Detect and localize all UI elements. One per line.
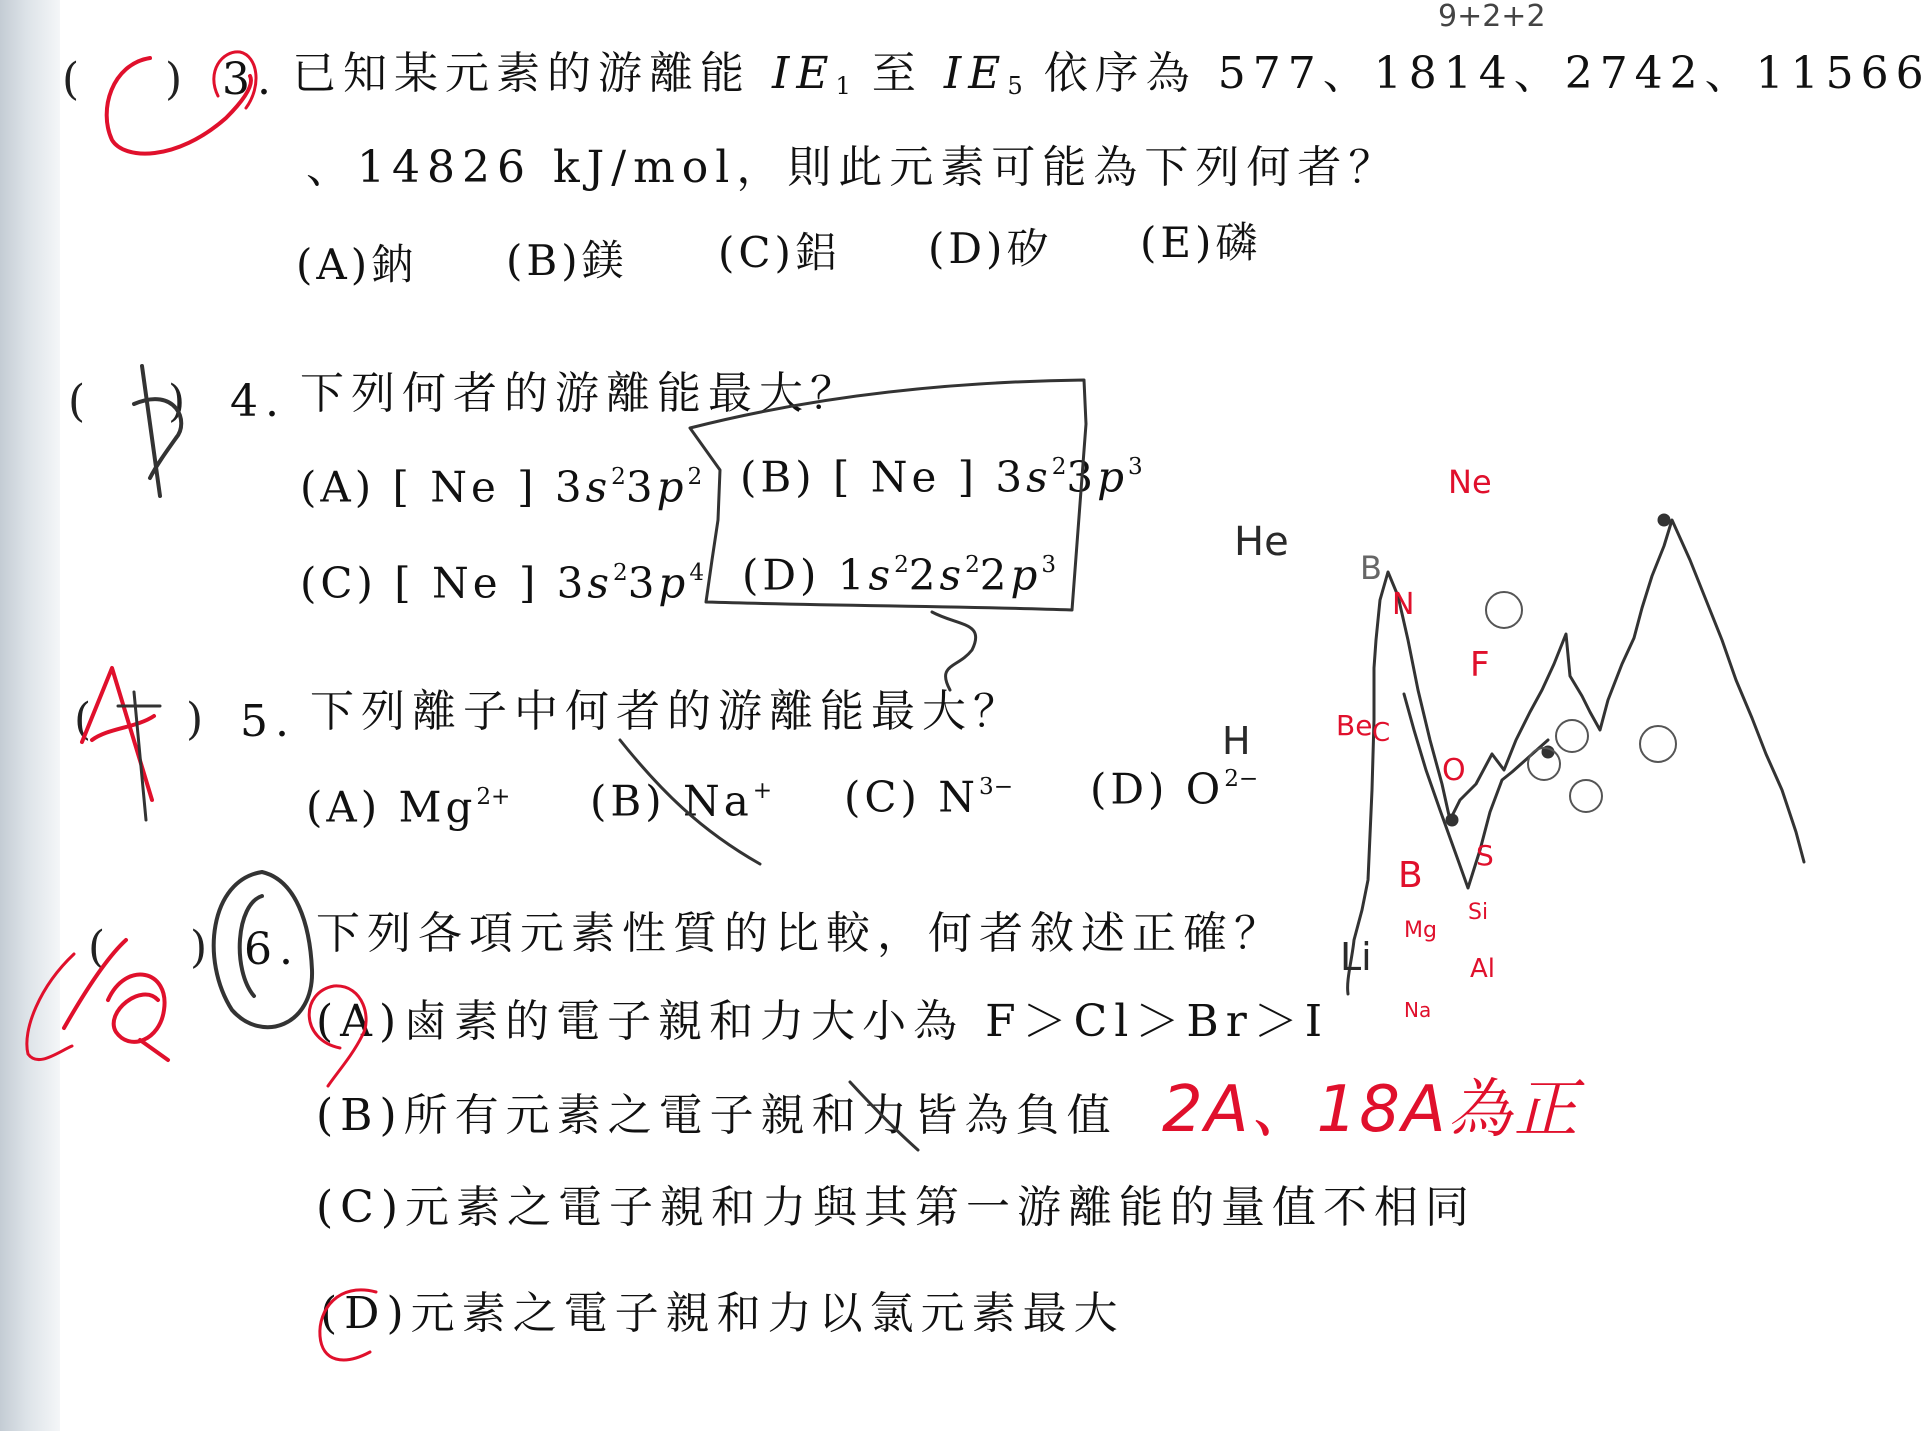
q4-b-s: s: [1026, 452, 1052, 502]
q6-option-d-circle: [320, 1290, 376, 1360]
q4-handwritten-answer: [140, 370, 142, 372]
q4-a-s: s: [585, 462, 612, 512]
sketch-label-na: Na: [1404, 998, 1432, 1022]
q4-d-e2: 2: [965, 552, 980, 578]
q6-handwritten-answer: [60, 940, 63, 942]
ie-sketch-node: [1446, 814, 1458, 826]
ie-sketch-ring: [1486, 592, 1522, 628]
q3-answer-paren-close: ): [165, 54, 183, 105]
q6-answer-scribble: [64, 940, 168, 1060]
q4-a-pre: (A) [ Ne ] 3: [300, 462, 586, 512]
q4-box-outline: [687, 380, 1086, 610]
q3-handwritten-answer: [110, 40, 111, 42]
q4-box-tail: [932, 612, 976, 690]
q4-d-e1: 2: [894, 552, 909, 578]
q3-ie-sub5: 5: [1007, 72, 1023, 101]
q6-margin-note: 2A、18A為正: [1162, 1073, 1580, 1147]
q5-handwritten-answer: [90, 680, 91, 682]
sketch-label-o: O: [1442, 753, 1466, 788]
q3-stem-post: 依序為 577、1814、2742、11566: [1022, 48, 1931, 99]
q5-stem: 下列離子中何者的游離能最大？: [310, 686, 1024, 737]
q6-option-d: (D)元素之電子親和力以氯元素最大: [320, 1288, 1125, 1339]
q3-stem-pre: 已知某元素的游離能: [292, 48, 772, 99]
q3-option-b: (B)鎂: [506, 236, 628, 285]
q4-c-s: s: [587, 558, 613, 608]
q4-d-two2: 2: [979, 550, 1011, 600]
q4-c-pre: (C) [ Ne ] 3: [300, 558, 588, 608]
q3-option-d: (D)矽: [928, 224, 1053, 273]
top-margin-note: 9+2+2: [1438, 0, 1546, 34]
q4-b-e1: 2: [1051, 454, 1067, 480]
q6-option-c: (C)元素之電子親和力與其第一游離能的量值不相同: [316, 1182, 1476, 1233]
q5-number: 5.: [240, 696, 296, 747]
sketch-label-he: He: [1234, 519, 1289, 565]
sketch-label-h: H: [1222, 719, 1251, 763]
q4-a-p: p: [656, 462, 688, 512]
q3-ie-symbol: IE: [772, 48, 836, 99]
q4-d-pre: (D) 1: [742, 550, 869, 600]
q4-b-pre: (B) [ Ne ] 3: [740, 452, 1027, 502]
q3-option-c: (C)鋁: [718, 228, 841, 277]
sketch-label-b: B: [1398, 855, 1423, 896]
ie-sketch-node: [1658, 514, 1670, 526]
sketch-label-mg: Mg: [1404, 918, 1437, 943]
q4-a-e2: 2: [687, 464, 703, 490]
q3-ie-symbol-2: IE: [943, 48, 1008, 99]
q6-option-a-circle: [309, 986, 366, 1086]
q6-option-b: (B)所有元素之電子親和力皆為負值: [316, 1090, 1118, 1141]
q5-answer-paren-close: ): [186, 694, 204, 745]
sketch-label-si: Si: [1468, 900, 1489, 925]
q4-stem: 下列何者的游離能最大？: [300, 368, 861, 419]
q4-c-e1: 2: [612, 560, 628, 586]
q6-b-strikethrough: [850, 1082, 918, 1150]
q4-answer-paren-open: (: [68, 376, 86, 427]
sketch-label-ne: Ne: [1448, 463, 1492, 501]
sketch-label-b-top: B: [1360, 549, 1382, 587]
q6-stem: 下列各項元素性質的比較，何者敘述正確？: [316, 908, 1285, 959]
sketch-label-al: Al: [1470, 954, 1496, 984]
ie-sketch-ring: [1640, 726, 1676, 762]
q4-d-two: 2: [908, 550, 940, 600]
q4-d-p: p: [1010, 550, 1042, 600]
q4-b-p: p: [1097, 452, 1129, 502]
q5-b-text: (B) Na: [590, 776, 753, 826]
q5-a-text: (A) Mg: [306, 782, 477, 832]
q3-option-e: (E)磷: [1140, 218, 1262, 267]
q5-c-text: (C) N: [844, 772, 980, 822]
q4-b-mid: 3: [1066, 452, 1098, 502]
q3-answer-c-stroke: [107, 54, 251, 154]
q4-answer-d-stroke: [134, 366, 181, 496]
sketch-label-s: S: [1476, 839, 1494, 872]
q6-answer-paren-open: (: [88, 922, 106, 973]
q4-c-e2: 4: [689, 560, 705, 586]
sketch-label-c: C: [1372, 718, 1391, 748]
q4-d-e3: 3: [1041, 552, 1057, 578]
q5-d-charge: 2−: [1224, 766, 1259, 792]
sketch-label-n: N: [1392, 587, 1415, 622]
q3-ie-sub1: 1: [835, 72, 851, 101]
q6-option-a: (A)鹵素的電子親和力大小為 F＞Cl＞Br＞I: [316, 996, 1330, 1047]
q5-a-charge: 2+: [476, 784, 511, 810]
q4-a-e1: 2: [611, 464, 626, 490]
q6-number-circle: [214, 872, 312, 1027]
q5-c-charge: 3−: [979, 774, 1014, 800]
q4-c-mid: 3: [627, 558, 659, 608]
q3-ie-mid: 至: [850, 48, 944, 99]
ie-sketch-ring: [1556, 720, 1588, 752]
q4-answer-paren-close: ): [168, 376, 186, 427]
q5-b-strikethrough: [620, 740, 760, 864]
q4-a-mid: 3: [625, 462, 657, 512]
q5-answer-paren-open: (: [74, 694, 92, 745]
q3-answer-paren-open: (: [62, 54, 80, 105]
q4-d-s1: s: [868, 550, 895, 600]
q6-answer-c-stroke: [27, 954, 74, 1060]
q4-d-s2: s: [939, 550, 966, 600]
q4-b-e2: 3: [1128, 454, 1143, 480]
q3-number: 3.: [222, 54, 278, 105]
q3-option-a: (A)鈉: [296, 240, 418, 289]
q6-answer-paren-close: ): [190, 922, 208, 973]
sketch-label-be: Be: [1336, 709, 1373, 742]
q3-stem-line2: 、14826 kJ/mol，則此元素可能為下列何者？: [306, 142, 1400, 193]
sketch-label-f: F: [1470, 645, 1490, 685]
q4-c-p: p: [658, 558, 690, 608]
q4-number: 4.: [230, 376, 286, 427]
q5-d-text: (D) O: [1090, 764, 1225, 814]
q6-number: 6.: [244, 924, 300, 975]
ie-sketch-ring: [1570, 780, 1602, 812]
q5-b-charge: +: [752, 778, 773, 804]
sketch-label-li: Li: [1340, 935, 1372, 979]
